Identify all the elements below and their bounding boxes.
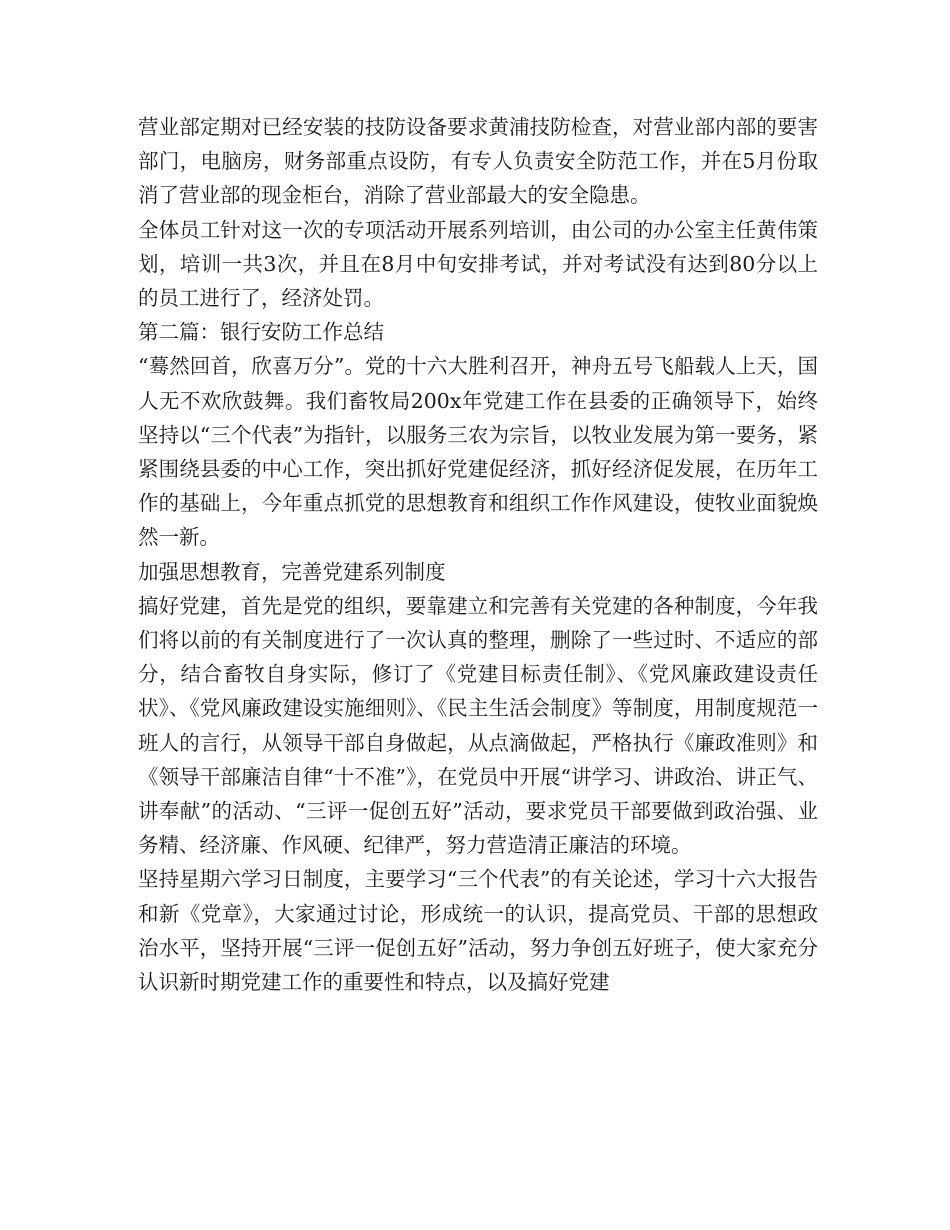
paragraph-saturday-study: 坚持星期六学习日制度，主要学习“三个代表”的有关论述，学习十六大报告和新《党章》，大家通过讨论，形成统一的认识，提高党员、干部的思想政治水平，坚持开展“三评一促创五好”活动，努力争创五好班子，使大家充分认识新时期党建工作的重要性和特点，以及搞好党建 (138, 867, 818, 995)
paragraph-security-inspection: 营业部定期对已经安装的技防设备要求黄浦技防检查，对营业部内部的要害部门，电脑房，财务部重点设防，有专人负责安全防范工作，并在5月份取消了营业部的现金柜台，消除了营业部最大的安全隐患。 (138, 115, 818, 208)
paragraph-staff-training: 全体员工针对这一次的专项活动开展系列培训，由公司的办公室主任黄伟策划，培训一共3次，并且在8月中旬安排考试，并对考试没有达到80分以上的员工进行了，经济处罚。 (138, 217, 818, 311)
subsection-heading: 加强思想教育，完善党建系列制度 (138, 559, 446, 584)
document-body (138, 110, 818, 999)
paragraph-party-building-intro: “蓦然回首，欣喜万分”。党的十六大胜利召开，神舟五号飞船载人上天，国人无不欢欣鼓舞。我们畜牧局200x年党建工作在县委的正确领导下，始终坚持以“三个代表”为指针，以服务三农为宗旨，以牧业发展为第一要务，紧紧围绕县委的中心工作，突出抓好党建促经济，抓好经济促发展，在历年工作的基础上，今年重点抓党的思想教育和组织工作作风建设，使牧业面貌焕然一新。 (138, 354, 818, 550)
section-heading: 第二篇：银行安防工作总结 (138, 320, 384, 345)
paragraph-party-systems: 搞好党建，首先是党的组织，要靠建立和完善有关党建的各种制度，今年我们将以前的有关制度进行了一次认真的整理，删除了一些过时、不适应的部分，结合畜牧自身实际，修订了《党建目标责任制》、《党风廉政建设责任状》、《党风廉政建设实施细则》、《民主生活会制度》等制度，用制度规范一班人的言行，从领导干部自身做起，从点滴做起，严格执行《廉政准则》和《领导干部廉洁自律“十不准”》，在党员中开展“讲学习、讲政治、讲正气、讲奉献”的活动、“三评一促创五好”活动，要求党员干部要做到政治强、业务精、经济廉、作风硬、纪律严，努力营造清正廉洁的环境。 (138, 593, 818, 858)
